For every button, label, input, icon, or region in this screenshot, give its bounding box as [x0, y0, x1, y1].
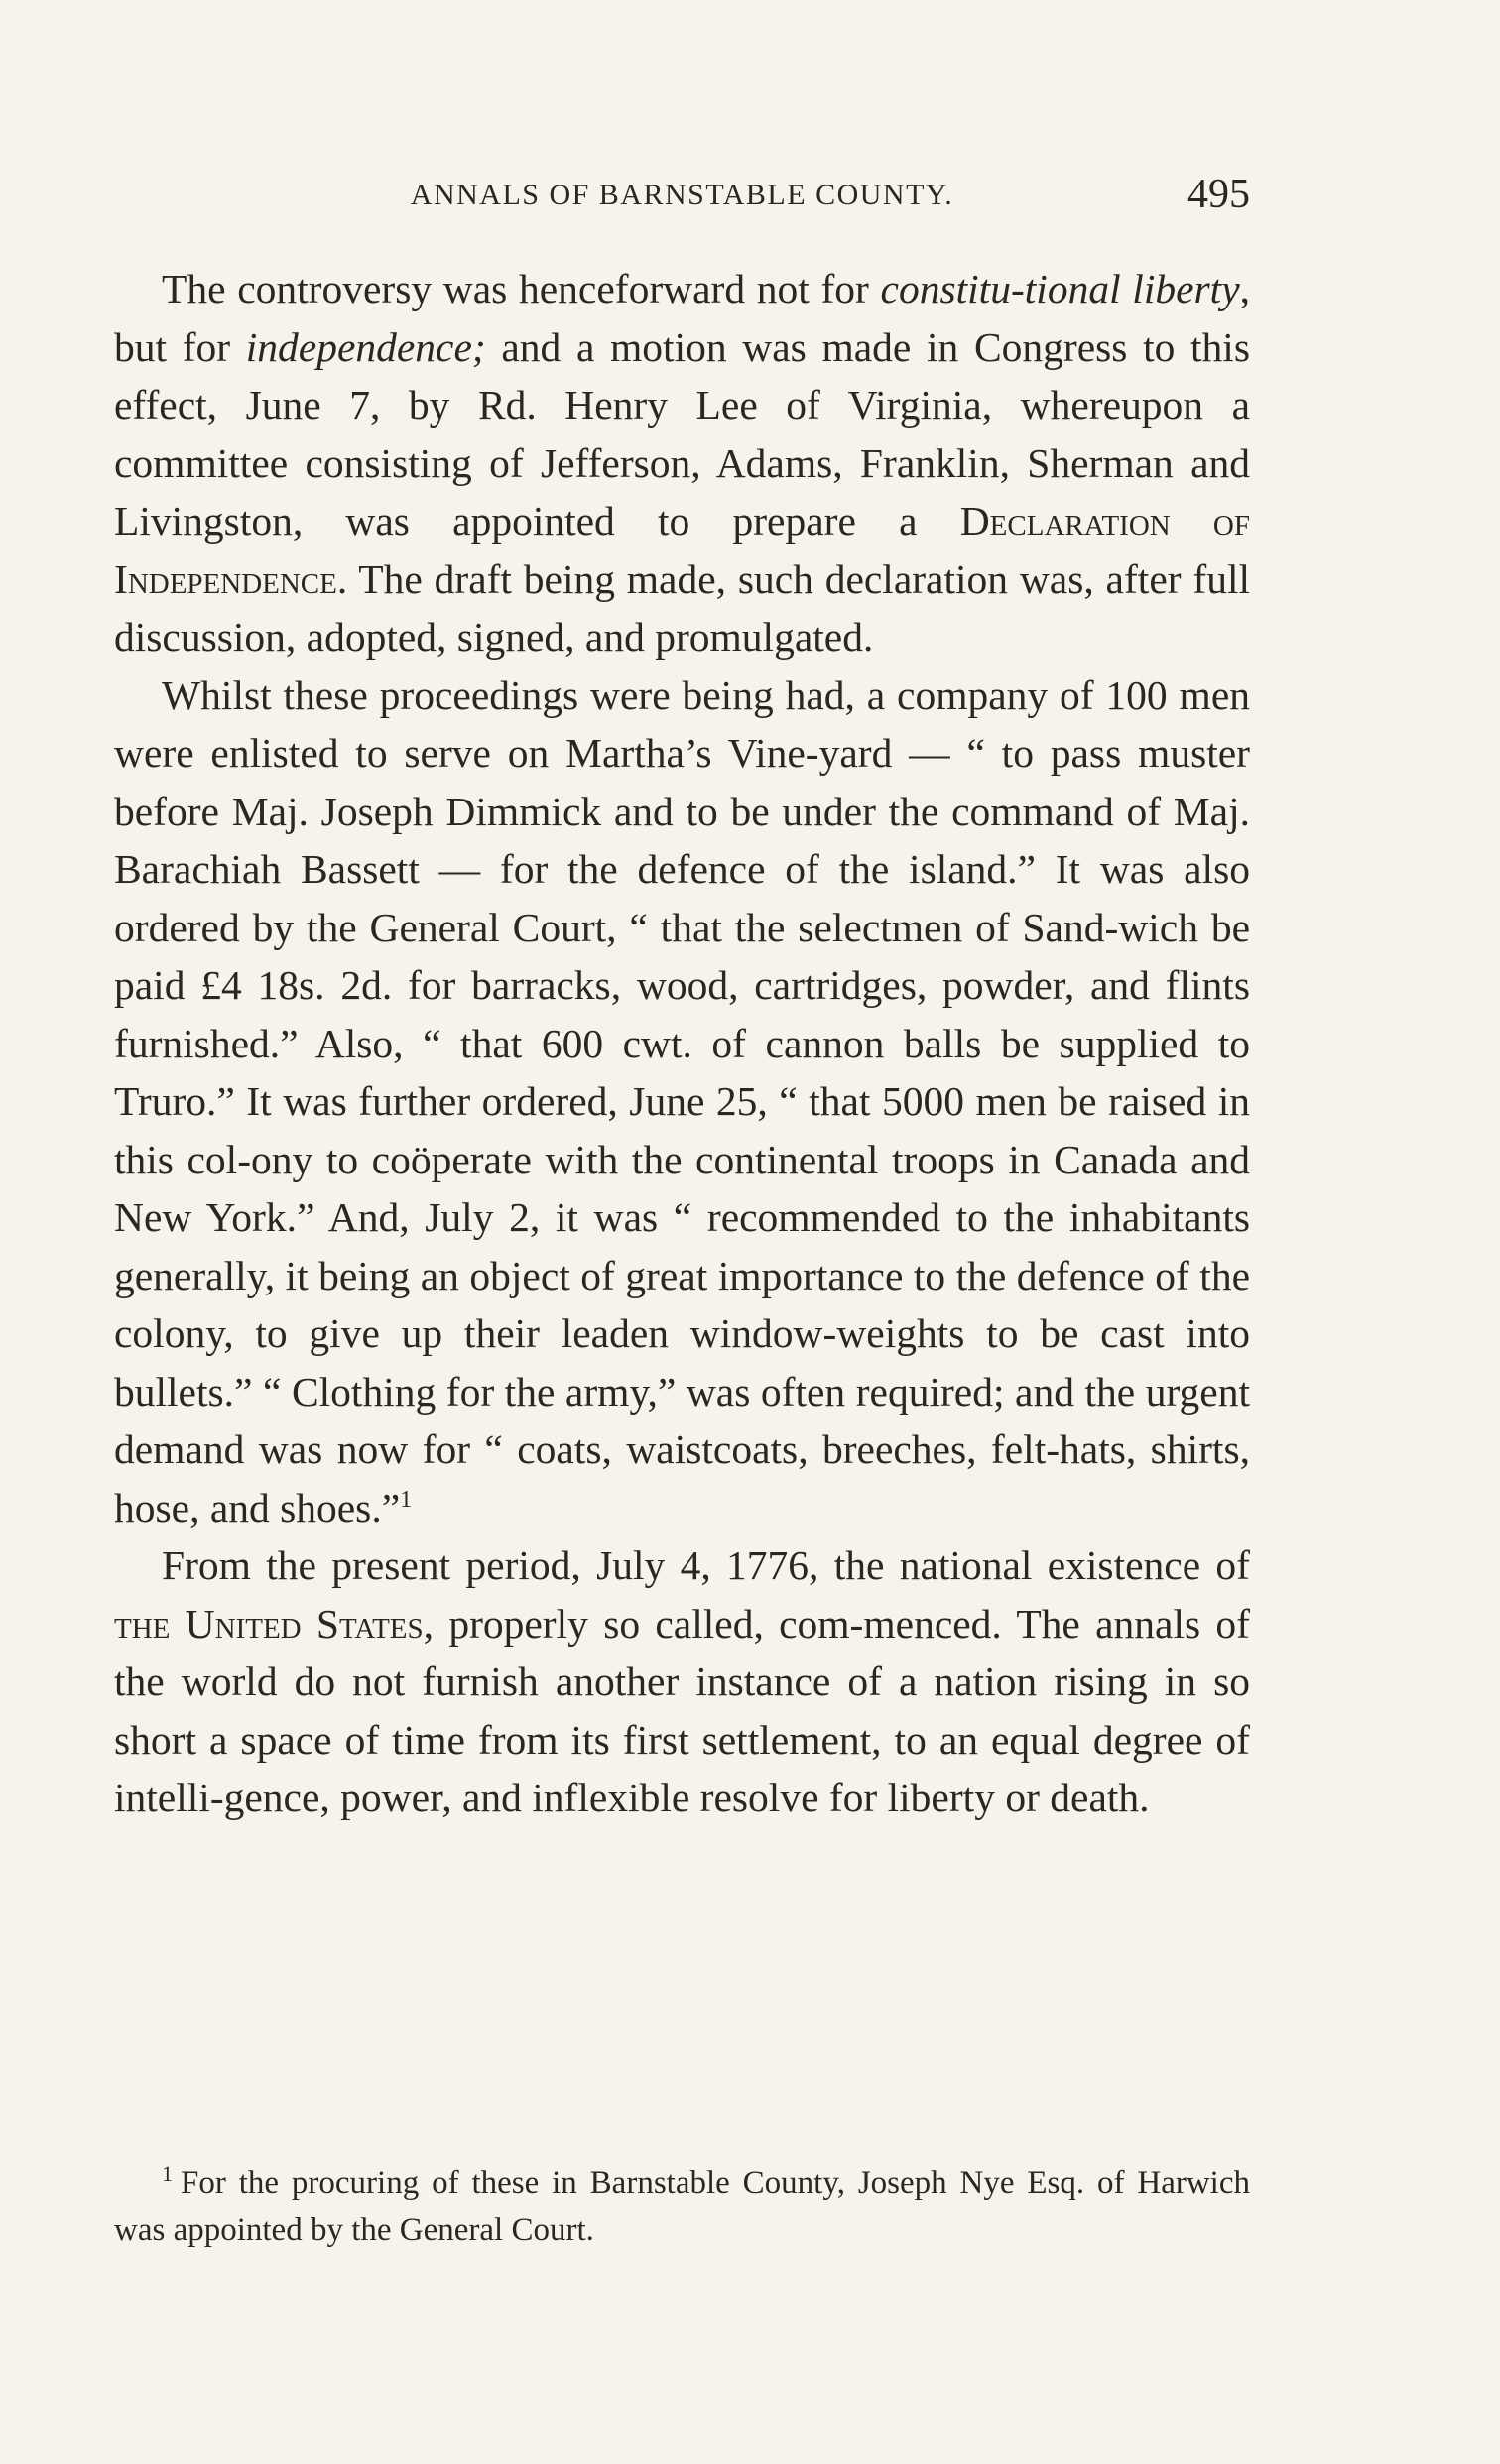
- text-run: From the present period, July 4, 1776, the national existence of: [162, 1542, 1250, 1588]
- italic-phrase: independence;: [245, 323, 486, 370]
- text-run: Whilst these proceedings were being had, a company of 100 men were enlisted to serve on Martha’s Vine-yard — “ to pass muster before Maj. Joseph Dimmick and to be under the command of Maj. Barachiah Bassett — for the defence of the island.” It was also ordered by the General Court, “ that the selectmen of Sand-wich be paid £4 18s. 2d. for barracks, wood, cartridges, powder, and flints furnished.” Also, “ that 600 cwt. of cannon balls be supplied to Truro.” It was further ordered, June 25, “ that 5000 men be raised in this col-ony to coöperate with the continental troops in Canada and New York.” And, July 2, it was “ recommended to the inhabitants generally, it being an object of great importance to the defence of the colony, to give up their leaden window-weights to be cast into bullets.” “ Clothing for the army,” was often required; and the urgent demand was now for “ coats, waistcoats, breeches, felt-hats, shirts, hose, and shoes.”: [114, 672, 1250, 1531]
- paragraph-national-existence: [114, 1537, 1250, 1827]
- running-head: [114, 171, 1250, 220]
- page-number: 495: [1188, 172, 1250, 217]
- italic-phrase: constitu-tional liberty: [880, 266, 1240, 311]
- paragraph-declaration: [114, 260, 1250, 667]
- footnote-paragraph: [114, 2160, 1250, 2254]
- footnote-text: For the procuring of these in Barnstable County, Joseph Nye Esq. of Harwich was appointed by the General Court.: [114, 2165, 1250, 2248]
- text-run: properly so called, com-menced. The annals of the world do not furnish another instance of a nation rising in so short a space of time from its first settlement, to an equal degree of intelli-gence, power, and inflexible resolve for liberty or death.: [114, 1600, 1251, 1820]
- text-run: The controversy was henceforward not for: [162, 266, 881, 311]
- footnote: [114, 2160, 1250, 2254]
- footnote-marker: 1: [162, 2161, 173, 2186]
- text-run: , but for: [114, 266, 1250, 370]
- text-run: The draft being made, such declaration was, after full discussion, adopted, signed, and promulgated.: [114, 555, 1250, 660]
- footnote-reference[interactable]: 1: [400, 1486, 413, 1513]
- small-caps-phrase: Declaration of Independence.: [114, 498, 1250, 602]
- body-text: [114, 260, 1250, 1827]
- text-run: and a motion was made in Congress to this effect, June 7, by Rd. Henry Lee of Virginia, whereupon a committee consisting of Jefferson, Adams, Franklin, Sherman and Livingston, was appointed to prepare a: [114, 323, 1250, 544]
- paragraph-proceedings: [114, 667, 1250, 1538]
- small-caps-phrase: the United States,: [114, 1600, 435, 1647]
- running-title: ANNALS OF BARNSTABLE COUNTY.: [410, 179, 954, 211]
